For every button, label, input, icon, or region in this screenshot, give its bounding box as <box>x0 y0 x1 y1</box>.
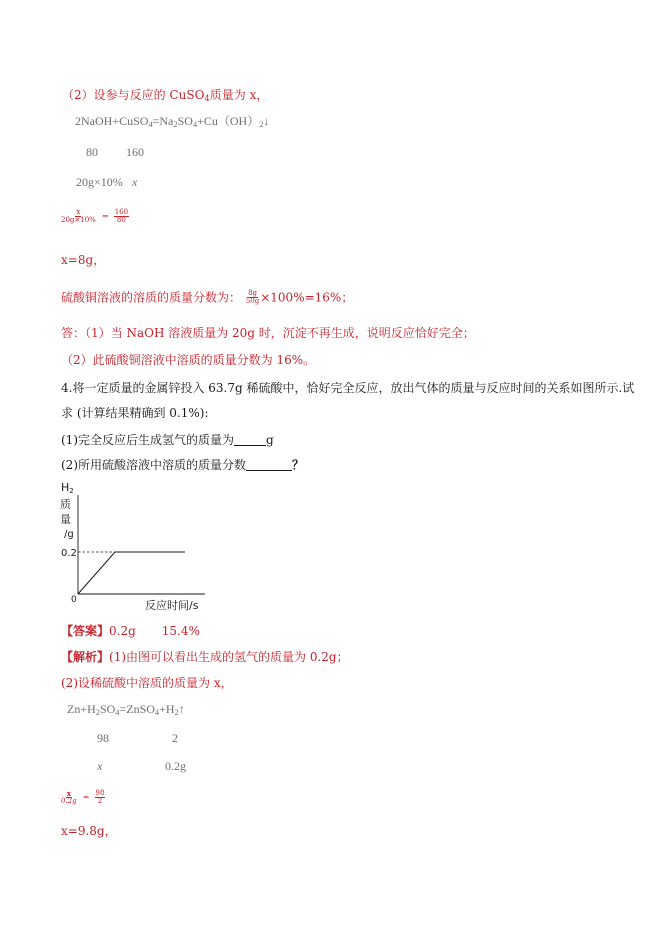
reaction-equation-2: $Zn+H_2SO_4=ZnSO_4+H_2↑$ <box>67 702 185 718</box>
unknown-x-1: x <box>132 175 138 189</box>
question-4-line-2: 求 (计算结果精确到 0.1%): <box>61 406 209 420</box>
graph-ylabel-formula: H2 <box>61 481 74 495</box>
part2-setup: （2）设参与反应的 CuSO$_4$质量为 x， <box>62 88 269 104</box>
analysis-1: 【解析】(1)由图可以看出生成的氢气的质量为 0.2g； <box>61 650 349 664</box>
molar-mass-zn-row-2: 2 <box>172 731 178 745</box>
given-mass-2: 0.2g <box>165 759 186 773</box>
proportion-2: $\frac{x}{0.2g}$ = $\frac{98}{2}$ <box>61 788 105 805</box>
graph-ylabel-line4: /g <box>64 529 74 540</box>
graph-ytick: 0.2 <box>61 548 77 559</box>
question-4-line-1: 4.将一定质量的金属锌投入 63.7g 稀硫酸中，恰好完全反应，放出气体的质量与反应时间的关系如图所示.试 <box>61 381 635 395</box>
answer-2: （2）此硫酸铜溶液中溶质的质量分数为 16%。 <box>61 353 316 367</box>
hydrogen-mass-graph <box>55 478 215 618</box>
given-mass-1: 20g×10% <box>76 175 123 189</box>
reaction-equation-1: $2NaOH+CuSO_4=Na_2SO_4+Cu(OH)_2↓$ <box>75 114 270 130</box>
molar-mass-2: 160 <box>126 145 144 159</box>
result-x-2: x=9.8g， <box>61 824 117 838</box>
analysis-2: (2)设稀硫酸中溶质的质量为 x， <box>61 676 233 690</box>
graph-data-line <box>78 552 185 594</box>
graph-ylabel-line2: 质 <box>60 498 71 511</box>
result-x-1: x=8g， <box>61 253 106 267</box>
answer-key: 【答案】0.2g 15.4% <box>61 624 200 638</box>
molar-mass-zn-row-1: 98 <box>97 731 109 745</box>
graph-origin: 0 <box>71 595 77 605</box>
answer-1: 答：（1）当 NaOH 溶液质量为 20g 时，沉淀不再生成，说明反应恰好完全； <box>61 326 475 340</box>
mass-fraction-line: 硫酸铜溶液的溶质的质量分数为： $\frac{8g}{50g}$ ×100%=16%； <box>61 289 354 306</box>
proportion-1: $\frac{x}{20g\times 10\%}$ = $\frac{160}{80}$ <box>61 207 129 224</box>
question-4-sub-1: (1)完全反应后生成氢气的质量为 g <box>61 433 274 447</box>
unknown-x-2: x <box>97 759 103 773</box>
question-4-sub-2: (2)所用硫酸溶液中溶质的质量分数 ？ <box>61 458 305 472</box>
graph-ylabel-line3: 量 <box>60 513 71 526</box>
graph-xlabel: 反应时间/s <box>145 599 199 612</box>
molar-mass-1: 80 <box>86 145 98 159</box>
